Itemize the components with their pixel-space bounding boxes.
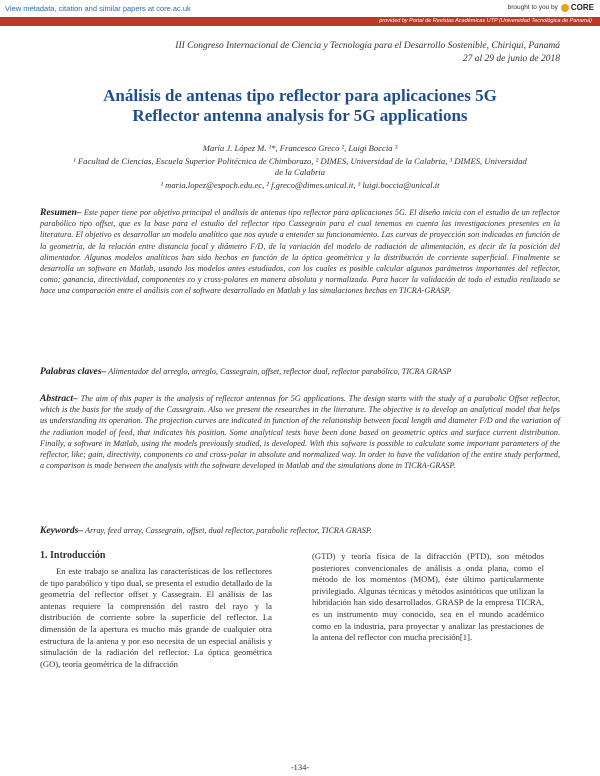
title-spanish: Análisis de antenas tipo reflector para aplicaciones 5G: [103, 86, 497, 105]
author-emails: ¹ maria.lopez@espoch.edu.ec, ² f.greco@dimes.unical.it, ³ luigi.boccia@unical.it: [160, 180, 440, 190]
palabras-claves-paragraph: [40, 366, 560, 377]
intro-right-column: (GTD) y teoría física de la difracción (PTD), son métodos posteriores convencionales de análisis a onda plana, como el método de los momentos (MOM), éste último particularmente privilegiado. Algunas técnicas y métodos asintóticos que utilizan la hibridación han sido desarrollados. GRASP de la empresa TICRA, es un instrumento muy conocido, sea en el mundo académico como en la industria, para proyectar y analizar las prestaciones de la antena del reflector con mucha precisión[1].: [312, 551, 544, 643]
palabras-claves-label: Palabras claves–: [40, 366, 107, 377]
affiliation-line-1: ¹ Facultad de Ciencias, Escuela Superior Politécnica de Chimborazo, ² DIMES, Universidad de la Calabria, ³ DIMES, Universidad: [73, 156, 527, 166]
intro-heading: 1. Introducción: [40, 550, 106, 561]
abstract-text: The aim of this paper is the analysis of reflector antennas for 5G applications. The design starts with the study of a parabolic Offset reflector, which is the basis for the study of the Cassegrain. Also we present the researches in the literature. The objective is to develop an analytical model that helps us understanding its operation. The projection curves are indicated in function of the relationship between focal length and diameter F/D and the variation of the radiation model of feed, that indicates his position. Some analytical tests have been done based on geometric optics and surface current distribution. Finally, a software in Matlab, using the models previously studied, is developed. With this sofware is possible to calculate some important parameters of the reflector, like; gain, directivity, components co and cross-polar in absolute and normalized way. In order to have the validation of the entire study performed, a comparison is made between the analysis with the software developed in Matlab and the simulations done in TICRA-GRASP.: [40, 394, 560, 471]
affiliation-line-2: de la Calabria: [274, 167, 326, 177]
resumen-paragraph: [40, 207, 560, 297]
core-provided-text[interactable]: provided by Portal de Revistas Académicas UTP (Universidad Tecnológica de Panamá): [379, 18, 592, 24]
abstract-paragraph: [40, 393, 560, 471]
core-metadata-link[interactable]: View metadata, citation and similar papers at core.ac.uk: [5, 4, 191, 13]
core-brought-by[interactable]: [508, 3, 594, 12]
palabras-claves-text: Alimentador del arreglo, arreglo, Cassegrain, offset, reflector dual, reflector parabólico, TICRA GRASP: [106, 367, 452, 376]
title-english: Reflector antenna analysis for 5G applications: [132, 106, 468, 125]
resumen-text: Este paper tiene por objetivo principal el análisis de antenas tipo reflector para aplicaciones 5G. El diseño inicia con el estudio de un reflector parabólico tipo offset, que es la base para el estudio del reflector tipo Cassegrain para el cual tenemos en cuenta las investigaciones presentes en la literatura. El objetivo es desarrollar un modelo analítico que nos ayude a entender su funcionamiento. Las curvas de proyección son indicadas en función de la geometría, de la relación entre distancia focal y diámetro F/D, de la variación del modelo de radiación de alimentación, es decir de la posición del alimentador. Algunos modelos analíticos han sido hechos en función de la óptica geométrica y la distribución de corriente superficial. Finalmente se desarrolla un software en Matlab, usando los modelos antes estudiados, con los cuales es posible calcular algunos parámetros importantes del reflector, como; ganancia, directividad, componentes co y cross-polares en manera absoluta y normalizada. Para hacer la validación de todo el estudio realizado se hace una comparación entre el análisis con el software desarrollado en Matlab y las simulaciones hechas en TICRA-GRASP.: [40, 208, 560, 296]
core-logo[interactable]: [561, 3, 594, 12]
keywords-label: Keywords–: [40, 525, 84, 536]
resumen-label: Resumen–: [40, 207, 82, 218]
intro-left-column: En este trabajo se analiza las características de los reflectores de tipo parabólico y tipo dual, se presenta el estudio detallado de la geometría del reflector offset y Cassegrain. El análisis de las antenas requiere la comprensión del rastro del rayo y la distribución de corriente sobre la superficie del reflector. La dimensión de la apertura es mucho más grande de cualquier otra estructura de la antena y por eso necesita de un especial análisis y simulación de la radiación del reflector. La óptica geométrica (GO), teoría geométrica de la difracción: [40, 566, 272, 669]
core-provided-strip: [0, 17, 600, 26]
core-logo-icon: [561, 4, 569, 12]
conference-name: III Congreso Internacional de Ciencia y Tecnología para el Desarrollo Sostenible, Chiriquí, Panamá: [175, 41, 560, 51]
page-number: -134-: [290, 762, 310, 772]
core-banner: [0, 0, 600, 27]
core-logo-label: CORE: [570, 3, 594, 12]
author-names: María J. López M. ¹*, Francesco Greco ², Luigi Boccia ³: [202, 143, 398, 153]
keywords-text: Array, feed array, Cassegrain, offset, dual reflector, parabolic reflector, TICRA GRASP.: [83, 526, 372, 535]
abstract-label: Abstract–: [40, 393, 78, 404]
conference-date: 27 al 29 de junio de 2018: [462, 54, 560, 64]
brought-by-label: brought to you by: [507, 4, 558, 11]
keywords-paragraph: [40, 525, 560, 536]
